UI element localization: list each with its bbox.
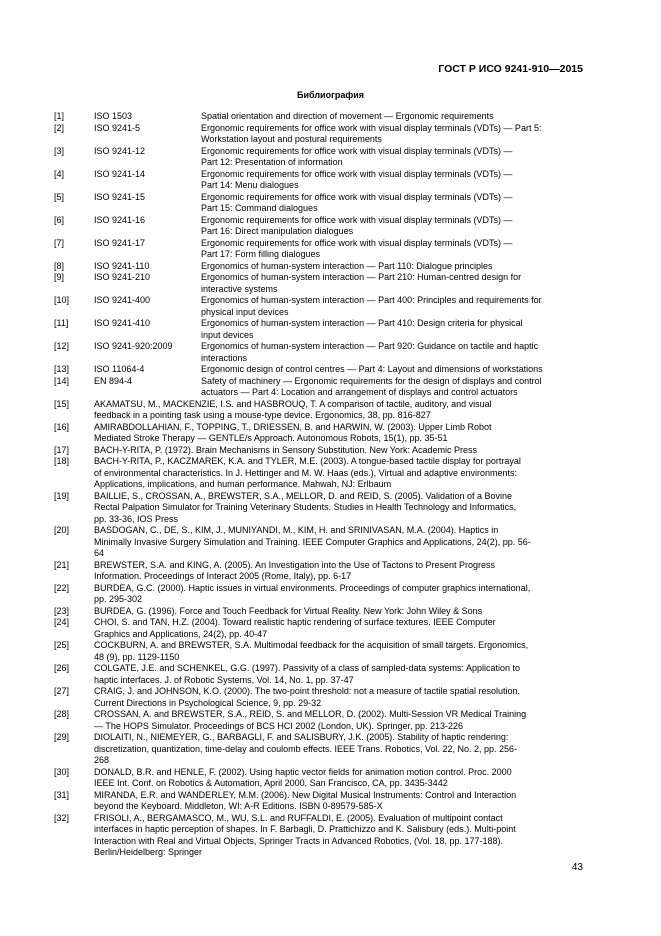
entry-number: [16] xyxy=(54,421,70,432)
entry-number: [11] xyxy=(54,318,69,328)
entry-number: [29] xyxy=(54,732,70,742)
entry-number: [7] xyxy=(54,237,65,248)
entry-number: [9] xyxy=(54,272,65,282)
bibliography-entry xyxy=(54,617,584,640)
entry-line: BASDOGAN, C., DE, S., KIM, J., MUNIYANDI, M., KIM, H. and SRINIVASAN, M.A. (2004). Haptics in xyxy=(94,525,499,535)
entry-number: [24] xyxy=(54,617,70,627)
entry-line: physical input devices xyxy=(201,306,289,317)
bibliography-entry xyxy=(54,445,584,457)
entry-number: [2] xyxy=(54,122,65,133)
entry-description xyxy=(201,192,584,215)
entry-line: Information. Proceedings of Interact 2005 (Rome, Italy), pp. 6-17 xyxy=(94,571,352,581)
bibliography-entry xyxy=(54,341,584,364)
entry-line: BREWSTER, S.A. and KING, A. (2005). An Investigation into the Use of Tactons to Present Progress xyxy=(94,559,496,570)
entry-description xyxy=(94,790,584,813)
entry-line: pp. 295-302 xyxy=(94,594,143,604)
entry-number: [13] xyxy=(54,364,70,374)
standard-code: ISO 9241-5 xyxy=(94,122,141,133)
entry-description xyxy=(201,295,584,318)
bibliography-entry xyxy=(54,790,584,813)
entry-line: Workstation layout and postural requirements xyxy=(201,134,382,144)
bibliography-entry xyxy=(54,422,584,445)
standard-code: ISO 9241-17 xyxy=(94,237,146,248)
entry-description xyxy=(201,123,584,146)
entry-line: DIOLAITI, N., NIEMEYER, G., BARBAGLI, F. and SALISBURY, J.K. (2005). Stability of haptic rendering: xyxy=(94,732,509,742)
bibliography-entry xyxy=(54,192,584,215)
entry-description xyxy=(94,640,584,663)
entry-number: [3] xyxy=(54,145,65,156)
entry-line: Spatial orientation and direction of movement — Ergonomic requirements xyxy=(201,111,494,121)
entry-line: IEEE Int. Conf. on Robotics & Automation, April 2000, San Francisco, CA, pp. 3435-3442 xyxy=(94,778,448,788)
standard-code: ISO 11064-4 xyxy=(94,364,145,374)
entry-number: [4] xyxy=(54,168,65,179)
entry-line: BACH-Y-RITA, P., KACZMAREK, K.A. and TYLER, M.E. (2003). A tongue-based tactile display for portrayal xyxy=(94,456,521,466)
entry-line: haptic interfaces. J. of Robotic Systems, Vol. 14, No. 1, pp. 37-47 xyxy=(94,674,354,685)
entry-line: BAILLIE, S., CROSSAN, A., BREWSTER, S.A., MELLOR, D. and REID, S. (2005). Validation of a Bovine xyxy=(94,490,512,501)
entry-description xyxy=(201,238,584,261)
entry-line: Ergonomics of human-system interaction — Part 110: Dialogue principles xyxy=(201,260,493,271)
entry-number: [20] xyxy=(54,525,70,535)
entry-description xyxy=(94,617,584,640)
entry-number: [17] xyxy=(54,444,70,455)
entry-description xyxy=(94,422,584,445)
entry-number: [25] xyxy=(54,640,70,650)
bibliography-list xyxy=(54,111,584,859)
entry-line: AMIRABDOLLAHIAN, F., TOPPING, T., DRIESSEN, B. and HARWIN, W. (2003). Upper Limb Robot xyxy=(94,421,492,432)
entry-description xyxy=(94,813,584,859)
entry-line: CRAIG, J. and JOHNSON, K.O. (2000). The two-point threshold: not a measure of tactile spatial resolution. xyxy=(94,686,521,696)
bibliography-entry xyxy=(54,399,584,422)
entry-line: Part 15: Command dialogues xyxy=(201,203,318,213)
standard-code: ISO 9241-16 xyxy=(94,214,146,225)
entry-description xyxy=(201,376,584,399)
entry-description xyxy=(201,341,584,364)
entry-line: Berlin/Heidelberg: Springer xyxy=(94,847,203,857)
standard-code: ISO 9241-210 xyxy=(94,272,151,282)
entry-line: Ergonomic design of control centres — Part 4: Layout and dimensions of workstations xyxy=(201,364,543,374)
entry-line: 64 xyxy=(94,548,105,558)
entry-description xyxy=(201,318,584,341)
entry-line: COCKBURN, A. and BREWSTER, S.A. Multimodal feedback for the acquisition of small targets. Ergonomics, xyxy=(94,640,529,650)
entry-description xyxy=(94,663,584,686)
entry-line: BURDEA, G. (1996). Force and Touch Feedback for Virtual Reality. New York: John Wiley & Sons xyxy=(94,605,483,616)
entry-description xyxy=(94,399,584,422)
entry-line: Ergonomic requirements for office work with visual display terminals (VDTs) — xyxy=(201,237,513,248)
entry-line: Ergonomics of human-system interaction — Part 410: Design criteria for physical xyxy=(201,318,523,328)
entry-description xyxy=(94,525,584,560)
entry-line: Ergonomics of human-system interaction — Part 210: Human-centred design for xyxy=(201,272,522,282)
bibliography-entry xyxy=(54,491,584,526)
bibliography-entry xyxy=(54,215,584,238)
entry-description xyxy=(201,111,584,123)
entry-line: Mediated Stroke Therapy — GENTLE/s Approach. Autonomous Robots, 15(1), pp. 35-51 xyxy=(94,433,448,443)
entry-number: [30] xyxy=(54,766,70,777)
entry-line: interactive systems xyxy=(201,283,278,294)
entry-line: Graphics and Applications, 24(2), pp. 40-47 xyxy=(94,628,268,639)
entry-number: [8] xyxy=(54,260,65,271)
bibliography-entry xyxy=(54,261,584,273)
entry-number: [5] xyxy=(54,191,65,202)
entry-line: — The HOPS Simulator. Proceedings of BCS HCI 2002 (London, UK). Springer, pp. 213-226 xyxy=(94,720,464,731)
document-code: ГОСТ Р ИСО 9241-910—2015 xyxy=(438,63,583,75)
entry-line: Part 16: Direct manipulation dialogues xyxy=(201,226,354,236)
entry-description xyxy=(94,445,584,457)
entry-number: [19] xyxy=(54,490,70,501)
entry-number: [1] xyxy=(54,111,65,121)
entry-line: actuators — Part 4: Location and arrangement of displays and control actuators xyxy=(201,387,518,397)
entry-number: [12] xyxy=(54,341,70,351)
entry-number: [23] xyxy=(54,605,70,616)
entry-line: BACH-Y-RITA, P. (1972). Brain Mechanisms in Sensory Substitution. New York: Academic Press xyxy=(94,444,477,455)
entry-description xyxy=(94,491,584,526)
entry-description xyxy=(201,272,584,295)
entry-line: Ergonomic requirements for office work with visual display terminals (VDTs) — Part 5: xyxy=(201,122,542,133)
entry-number: [28] xyxy=(54,709,70,719)
entry-line: Part 12: Presentation of information xyxy=(201,157,343,167)
entry-description xyxy=(94,560,584,583)
bibliography-entry xyxy=(54,376,584,399)
entry-line: beyond the Keyboard. Middleton, WI: A-R Editions. ISBN 0-89579-585-X xyxy=(94,801,383,811)
entry-line: Minimally Invasive Surgery Simulation and Training. IEEE Computer Graphics and Applications, 24(2), pp. 56- xyxy=(94,536,531,547)
entry-description xyxy=(94,767,584,790)
entry-line: Ergonomics of human-system interaction — Part 400: Principles and requirements for xyxy=(201,295,542,305)
standard-code: ISO 9241-410 xyxy=(94,318,151,328)
entry-description xyxy=(94,606,584,618)
entry-line: Applications, implications, and human performance. Mahwah, NJ: Erlbaum xyxy=(94,479,392,489)
entry-line: Ergonomics of human-system interaction — Part 920: Guidance on tactile and haptic xyxy=(201,341,539,351)
bibliography-entry xyxy=(54,295,584,318)
entry-description xyxy=(201,261,584,273)
entry-number: [26] xyxy=(54,663,70,673)
entry-line: Ergonomic requirements for office work with visual display terminals (VDTs) — xyxy=(201,191,513,202)
entry-line: input devices xyxy=(201,329,254,340)
standard-code: ISO 9241-920:2009 xyxy=(94,341,173,351)
entry-line: Current Directions in Psychological Science, 9, pp. 29-32 xyxy=(94,697,322,708)
entry-line: 48 (9), pp. 1129-1150 xyxy=(94,651,180,662)
bibliography-entry xyxy=(54,686,584,709)
entry-description xyxy=(94,732,584,767)
entry-line: interactions xyxy=(201,352,248,363)
entry-number: [15] xyxy=(54,398,70,409)
entry-line: discretization, quantization, time-delay and coulomb effects. IEEE Trans. Robotics, Vol. 22, No. 2, pp. 256- xyxy=(94,743,518,754)
page-number: 43 xyxy=(571,862,583,873)
entry-number: [31] xyxy=(54,789,70,800)
entry-number: [32] xyxy=(54,812,70,823)
bibliography-title: Библиография xyxy=(297,90,364,100)
entry-line: Ergonomic requirements for office work with visual display terminals (VDTs) — xyxy=(201,168,513,179)
standard-code: ISO 1503 xyxy=(94,111,133,121)
entry-description xyxy=(94,709,584,732)
bibliography-entry xyxy=(54,111,584,123)
entry-number: [6] xyxy=(54,214,65,225)
entry-line: Safety of machinery — Ergonomic requirements for the design of displays and control xyxy=(201,375,542,386)
entry-line: COLGATE, J.E. and SCHENKEL, G.G. (1997). Passivity of a class of sampled-data systems: Application to xyxy=(94,663,521,673)
entry-line: Ergonomic requirements for office work with visual display terminals (VDTs) — xyxy=(201,145,513,156)
entry-line: BURDEA, G.C. (2000). Haptic issues in virtual environments. Proceedings of computer graphics international, xyxy=(94,582,531,593)
bibliography-entry xyxy=(54,560,584,583)
bibliography-entry xyxy=(54,732,584,767)
standard-code: ISO 9241-12 xyxy=(94,145,146,156)
bibliography-entry xyxy=(54,238,584,261)
bibliography-entry xyxy=(54,318,584,341)
bibliography-entry xyxy=(54,456,584,491)
bibliography-entry xyxy=(54,525,584,560)
entry-number: [21] xyxy=(54,559,70,570)
standard-code: ISO 9241-14 xyxy=(94,168,146,179)
entry-number: [10] xyxy=(54,295,70,305)
entry-description xyxy=(201,215,584,238)
bibliography-entry xyxy=(54,606,584,618)
bibliography-entry xyxy=(54,583,584,606)
entry-line: Ergonomic requirements for office work with visual display terminals (VDTs) — xyxy=(201,214,513,225)
entry-line: 268 xyxy=(94,755,110,765)
bibliography-entry xyxy=(54,123,584,146)
entry-description xyxy=(94,686,584,709)
entry-description xyxy=(201,146,584,169)
bibliography-entry xyxy=(54,272,584,295)
entry-line: AKAMATSU, M., MACKENZIE, I.S. and HASBROUQ, T. A comparison of tactile, auditory, and visual xyxy=(94,398,492,409)
entry-line: CHOI, S. and TAN, H.Z. (2004). Toward realistic haptic rendering of surface textures. IEEE Computer xyxy=(94,617,496,627)
entry-line: Interaction with Real and Virtual Objects, Springer Tracts in Advanced Robotics, (Vol. 18, pp. 177-188). xyxy=(94,835,504,846)
bibliography-entry xyxy=(54,169,584,192)
bibliography-entry xyxy=(54,364,584,376)
entry-description xyxy=(94,583,584,606)
entry-line: FRISOLI, A., BERGAMASCO, M., WU, S.L. and RUFFALDI, E. (2005). Evaluation of multipoint contact xyxy=(94,812,503,823)
entry-line: pp. 33-36, IOS Press xyxy=(94,513,179,524)
entry-line: Part 17: Form filling dialogues xyxy=(201,249,321,259)
standard-code: ISO 9241-400 xyxy=(94,295,151,305)
entry-description xyxy=(201,364,584,376)
entry-line: feedback in a pointing task using a mouse-type device. Ergonomics, 38, pp. 816-827 xyxy=(94,410,431,420)
bibliography-entry xyxy=(54,813,584,859)
bibliography-entry xyxy=(54,663,584,686)
entry-description xyxy=(201,169,584,192)
entry-number: [14] xyxy=(54,375,70,386)
bibliography-entry xyxy=(54,640,584,663)
entry-number: [27] xyxy=(54,686,70,696)
entry-line: of environmental characteristics. In J. Hettinger and M. W. Haas (eds.), Virtual and adaptive environments: xyxy=(94,467,518,478)
entry-line: Part 14: Menu dialogues xyxy=(201,180,299,190)
bibliography-entry xyxy=(54,767,584,790)
standard-code: ISO 9241-110 xyxy=(94,260,150,271)
entry-number: [22] xyxy=(54,582,70,593)
entry-line: DONALD, B.R. and HENLE, F. (2002). Using haptic vector fields for animation motion control. Proc. 2000 xyxy=(94,766,512,777)
bibliography-entry xyxy=(54,146,584,169)
entry-line: MIRANDA, E.R. and WANDERLEY, M.M. (2006). New Digital Musical Instruments: Control and Interaction xyxy=(94,789,517,800)
standard-code: ISO 9241-15 xyxy=(94,191,146,202)
entry-line: CROSSAN, A. and BREWSTER, S.A., REID, S. and MELLOR, D. (2002). Multi-Session VR Medical Training xyxy=(94,709,527,719)
entry-line: Rectal Palpation Simulator for Training Veterinary Students. Studies in Health Technology and Informatics, xyxy=(94,502,517,512)
bibliography-entry xyxy=(54,709,584,732)
entry-number: [18] xyxy=(54,456,70,466)
entry-line: interfaces in haptic perception of shapes. In F. Barbagli, D. Prattichizzo and K. Salisbury (eds.). Multi-point xyxy=(94,824,516,834)
entry-description xyxy=(94,456,584,491)
standard-code: EN 894-4 xyxy=(94,375,133,386)
